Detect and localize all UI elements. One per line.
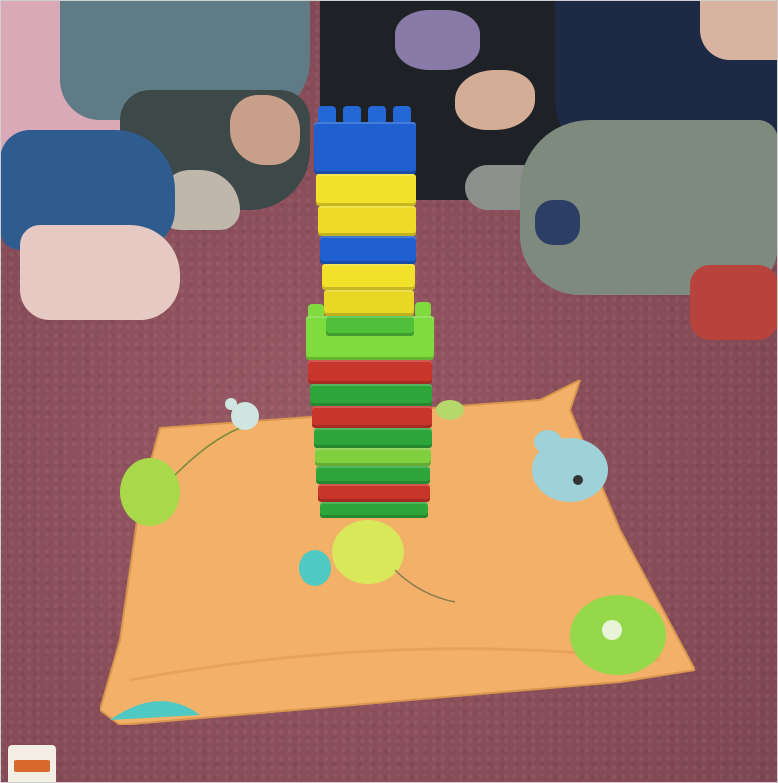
block-green (314, 428, 432, 448)
block-blue (320, 236, 416, 264)
block-green (316, 466, 430, 484)
block-green (310, 384, 432, 406)
block-red (312, 406, 432, 428)
block-green (326, 316, 414, 336)
block-yellow (324, 290, 414, 316)
block-blue (314, 122, 416, 174)
block-yellow (322, 264, 415, 290)
block-green (320, 502, 428, 518)
block-yellow (318, 206, 416, 236)
block-lightgreen (315, 448, 431, 466)
block-red (318, 484, 430, 502)
block-yellow (316, 174, 416, 206)
block-red (308, 360, 432, 384)
game-card-stripe (14, 760, 50, 772)
